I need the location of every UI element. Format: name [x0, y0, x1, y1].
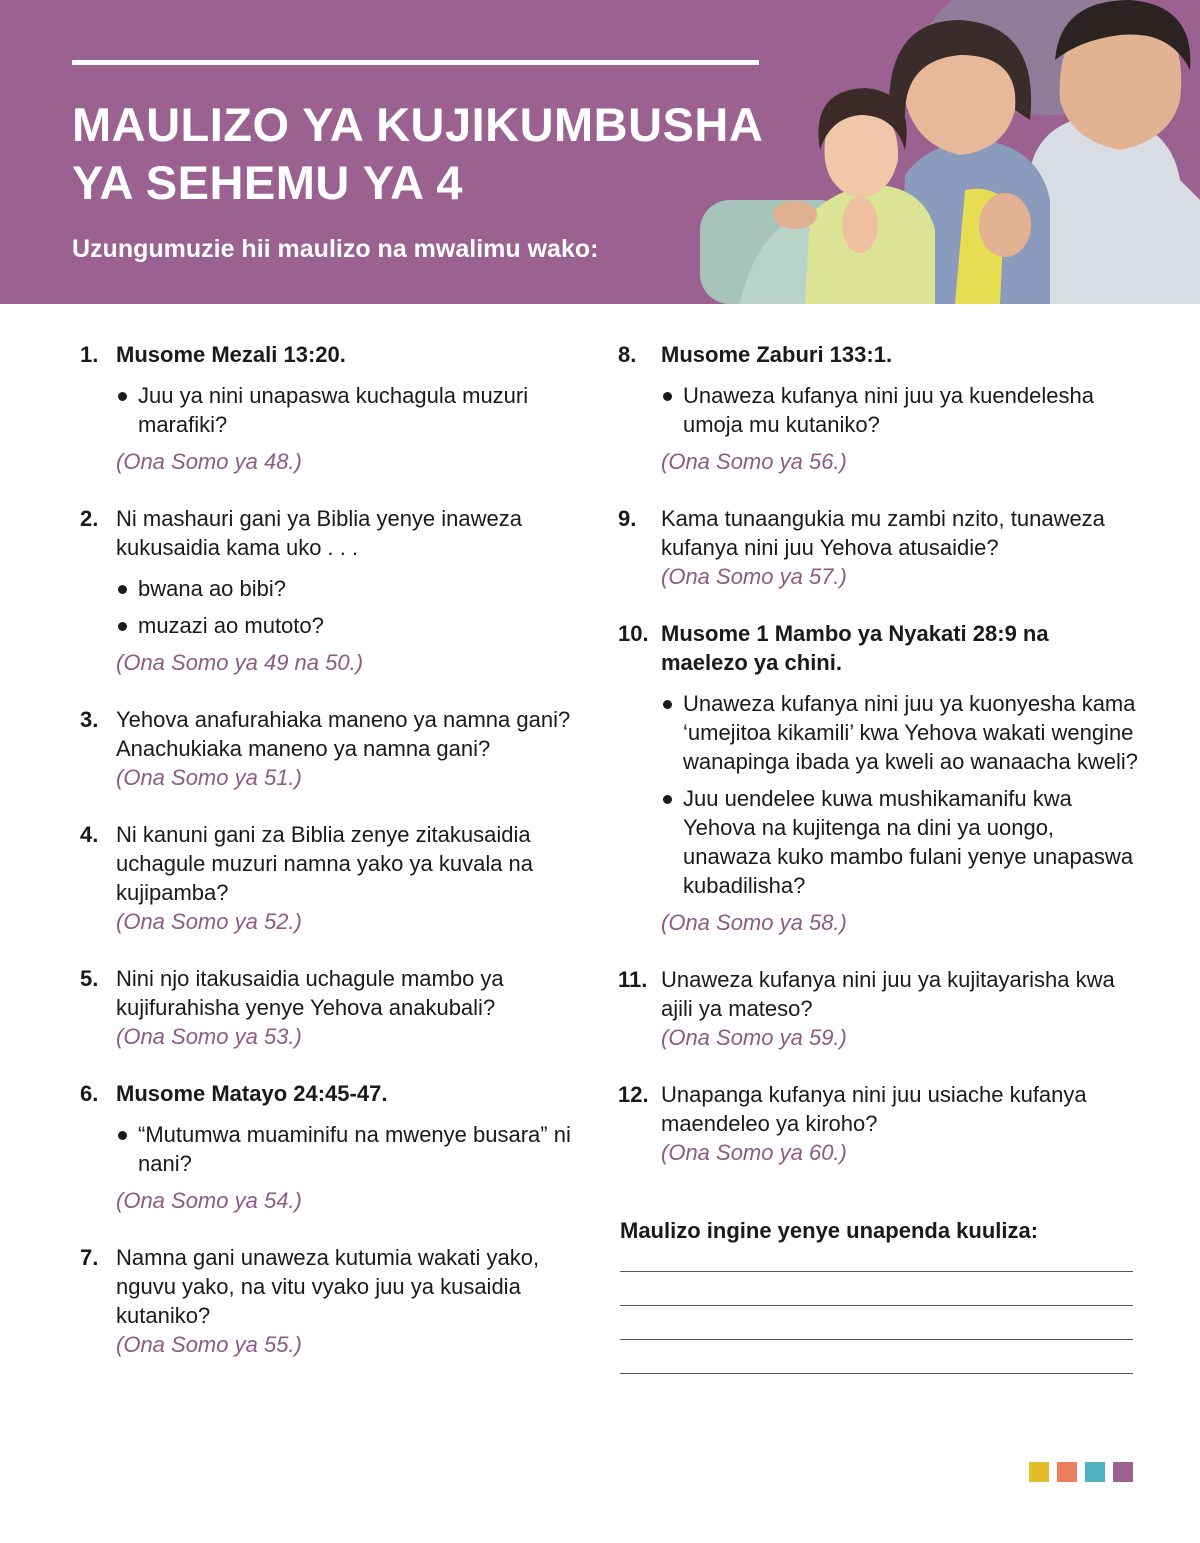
- bullet-item: Juu uendelee kuwa mushikamanifu kwa Yehova na kujitenga na dini ya uongo, unawaza kuko mambo fulani yenye unapaswa kubadilisha?: [661, 784, 1138, 900]
- color-square: [1113, 1462, 1133, 1482]
- question-number: 9.: [618, 506, 637, 531]
- lesson-reference: (Ona Somo ya 53.): [116, 1024, 302, 1049]
- bullet-item: “Mutumwa muaminifu na mwenye busara” ni nani?: [116, 1120, 600, 1178]
- title-line-2: YA SEHEMU YA 4: [72, 156, 464, 209]
- question-number: 10.: [618, 621, 649, 646]
- question-number: 7.: [80, 1245, 99, 1270]
- question-number: 1.: [80, 342, 99, 367]
- question-text: Musome Zaburi 133:1.: [661, 342, 893, 367]
- question-text: Ni mashauri gani ya Biblia yenye inaweza kukusaidia kama uko . . .: [116, 506, 522, 560]
- lesson-reference: (Ona Somo ya 54.): [116, 1188, 302, 1213]
- bullet-item: bwana ao bibi?: [116, 574, 600, 603]
- question-item: [80, 820, 600, 936]
- question-number: 3.: [80, 707, 99, 732]
- question-text: Musome Matayo 24:45-47.: [116, 1081, 388, 1106]
- header-banner: [0, 0, 1200, 304]
- page-title: [72, 96, 792, 212]
- page-subtitle: Uzungumuzie hii maulizo na mwalimu wako:: [72, 235, 599, 263]
- question-item: [80, 504, 600, 677]
- color-square: [1057, 1462, 1077, 1482]
- lesson-reference: (Ona Somo ya 48.): [116, 449, 302, 474]
- question-text: Unapanga kufanya nini juu usiache kufanya maendeleo ya kiroho?: [661, 1082, 1087, 1136]
- question-number: 5.: [80, 966, 99, 991]
- question-item: [80, 340, 600, 476]
- header-rule: [72, 60, 759, 65]
- answer-line: [620, 1339, 1133, 1340]
- lesson-reference: (Ona Somo ya 58.): [661, 910, 847, 935]
- question-item: [618, 1080, 1138, 1167]
- question-item: [618, 965, 1138, 1052]
- other-questions-label: Maulizo ingine yenye unapenda kuuliza:: [620, 1218, 1039, 1243]
- question-text: Unaweza kufanya nini juu ya kujitayarisha kwa ajili ya mateso?: [661, 967, 1115, 1021]
- bullet-item: muzazi ao mutoto?: [116, 611, 600, 640]
- question-text: Kama tunaangukia mu zambi nzito, tunaweza kufanya nini juu Yehova atusaidie?: [661, 506, 1105, 560]
- bullet-item: Unaweza kufanya nini juu ya kuonyesha kama ‘umejitoa kikamili’ kwa Yehova wakati wengine wanapinga ibada ya kweli ao wanaacha kweli?: [661, 689, 1138, 776]
- lesson-reference: (Ona Somo ya 49 na 50.): [116, 650, 364, 675]
- question-number: 8.: [618, 342, 637, 367]
- bullet-list: [116, 574, 600, 640]
- question-text: Nini njo itakusaidia uchagule mambo ya kujifurahisha yenye Yehova anakubali?: [116, 966, 504, 1020]
- lesson-reference: (Ona Somo ya 56.): [661, 449, 847, 474]
- bullet-item: Juu ya nini unapaswa kuchagula muzuri marafiki?: [116, 381, 600, 439]
- color-square: [1029, 1462, 1049, 1482]
- bullet-list: [116, 1120, 600, 1178]
- lesson-reference: (Ona Somo ya 57.): [661, 564, 847, 589]
- family-praying-illustration: [700, 0, 1200, 304]
- question-item: [80, 705, 600, 792]
- question-item: [80, 1079, 600, 1215]
- lesson-reference: (Ona Somo ya 55.): [116, 1332, 302, 1357]
- title-line-1: MAULIZO YA KUJIKUMBUSHA: [72, 98, 764, 151]
- lesson-reference: (Ona Somo ya 60.): [661, 1140, 847, 1165]
- question-number: 2.: [80, 506, 99, 531]
- questions-column-right: [618, 340, 1138, 1167]
- question-text: Musome Mezali 13:20.: [116, 342, 346, 367]
- lesson-reference: (Ona Somo ya 59.): [661, 1025, 847, 1050]
- question-number: 4.: [80, 822, 99, 847]
- question-item: [80, 1243, 600, 1359]
- answer-line: [620, 1373, 1133, 1374]
- question-text: Namna gani unaweza kutumia wakati yako, nguvu yako, na vitu vyako juu ya kusaidia kutaniko?: [116, 1245, 540, 1328]
- question-number: 11.: [618, 967, 648, 992]
- question-item: [618, 340, 1138, 476]
- question-text: Yehova anafurahiaka maneno ya namna gani? Anachukiaka maneno ya namna gani?: [116, 707, 571, 761]
- lesson-reference: (Ona Somo ya 51.): [116, 765, 302, 790]
- bullet-list: [661, 689, 1138, 900]
- question-text: Ni kanuni gani za Biblia zenye zitakusaidia uchagule muzuri namna yako ya kuvala na kujipamba?: [116, 822, 534, 905]
- answer-line: [620, 1271, 1133, 1272]
- question-item: [80, 964, 600, 1051]
- question-number: 6.: [80, 1081, 99, 1106]
- question-text: Musome 1 Mambo ya Nyakati 28:9 na maelezo ya chini.: [661, 621, 1049, 675]
- question-item: [618, 504, 1138, 591]
- bullet-list: [661, 381, 1138, 439]
- question-number: 12.: [618, 1082, 649, 1107]
- color-square: [1085, 1462, 1105, 1482]
- questions-column-left: [80, 340, 600, 1359]
- question-item: [618, 619, 1138, 937]
- bullet-list: [116, 381, 600, 439]
- answer-line: [620, 1305, 1133, 1306]
- color-squares: [1029, 1462, 1133, 1482]
- lesson-reference: (Ona Somo ya 52.): [116, 909, 302, 934]
- bullet-item: Unaweza kufanya nini juu ya kuendelesha umoja mu kutaniko?: [661, 381, 1138, 439]
